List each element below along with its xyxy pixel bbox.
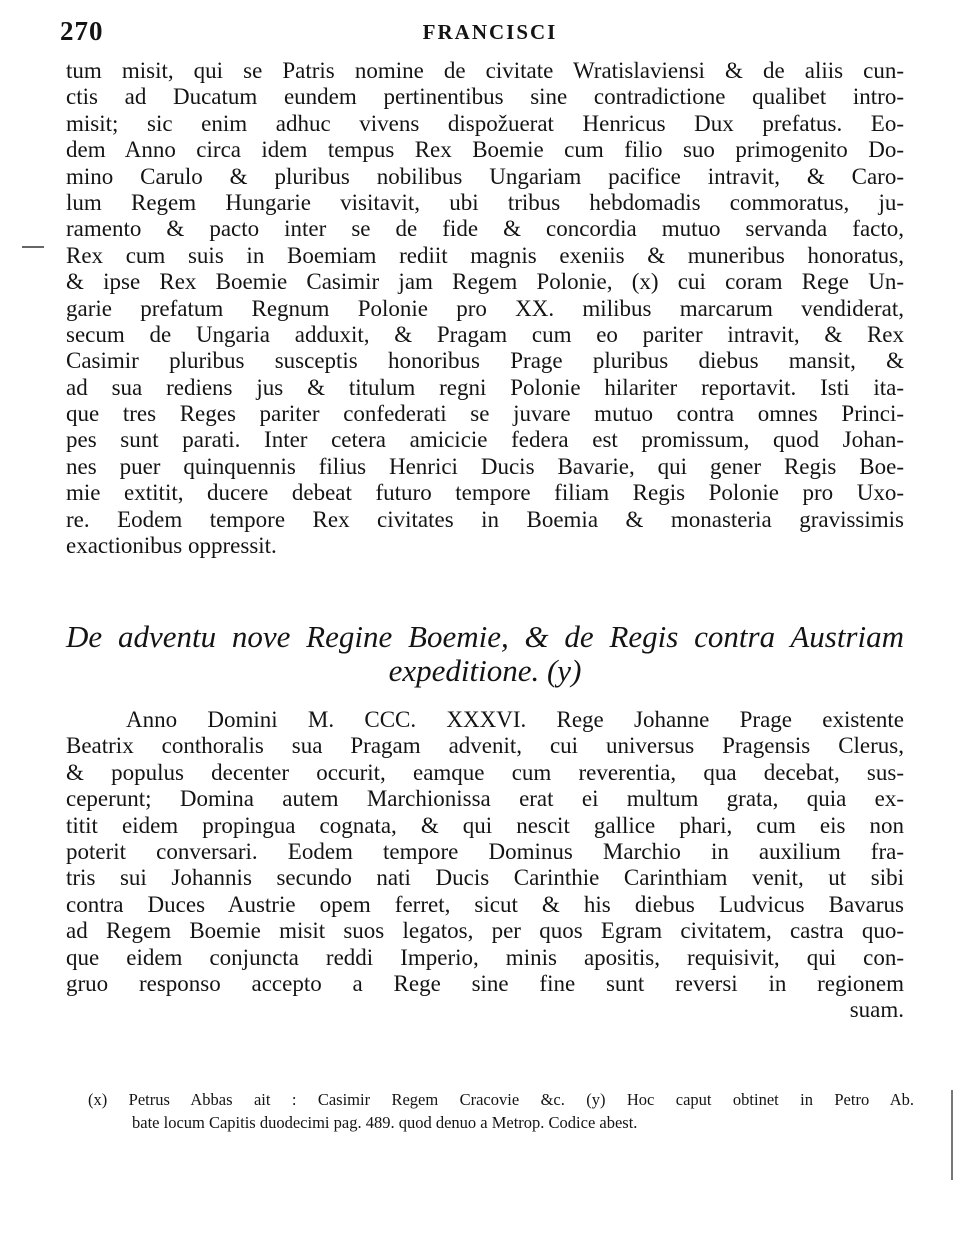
page-header	[60, 16, 920, 50]
footnotes	[88, 1088, 914, 1134]
text-line: ctis ad Ducatum eundem pertinentibus sine contradictione qualibet intro-	[66, 84, 904, 110]
text-line: nes puer quinquennis filius Henrici Ducis Bavarie, qui gener Regis Boe-	[66, 453, 904, 479]
running-head: FRANCISCI	[422, 20, 558, 44]
heading-line: expeditione. (y)	[388, 653, 582, 688]
page-number: 270	[60, 16, 104, 46]
text-line: Rex cum suis in Boemiam rediit magnis exeniis & muneribus honoratus,	[66, 242, 904, 268]
text-line: ceperunt; Domina autem Marchionissa erat ei multum grata, quia ex-	[66, 786, 904, 812]
footnote-line: (x) Petrus Abbas ait : Casimir Regem Cracovie &c. (y) Hoc caput obtinet in Petro Ab.	[88, 1090, 914, 1109]
text-line: lum Regem Hungarie visitavit, ubi tribus hebdomadis commoratus, ju-	[66, 189, 904, 215]
text-line: exactionibus oppressit.	[66, 533, 277, 559]
text-line: & ipse Rex Boemie Casimir jam Regem Polonie, (x) cui coram Rege Un-	[66, 269, 904, 295]
text-line: re. Eodem tempore Rex civitates in Boemia & monasteria gravissimis	[66, 506, 904, 532]
text-line: Beatrix conthoralis sua Pragam advenit, cui universus Pragensis Clerus,	[66, 733, 904, 759]
text-line: tum misit, qui se Patris nomine de civitate Wratislaviensi & de aliis cun-	[66, 58, 904, 83]
text-line: misit; sic enim adhuc vivens dispožuerat Henricus Dux prefatus. Eo-	[66, 110, 904, 136]
footnote-line: bate locum Capitis duodecimi pag. 489. quod denuo a Metrop. Codice abest.	[132, 1113, 638, 1132]
text-line: secum de Ungaria adduxit, & Pragam cum eo pariter intravit, & Rex	[66, 321, 904, 347]
text-line: Anno Domini M. CCC. XXXVI. Rege Johanne Prage existente	[126, 707, 904, 732]
section-heading	[66, 620, 904, 688]
text-line: que eidem conjuncta reddi Imperio, minis apositis, requisivit, qui con-	[66, 944, 904, 970]
paragraph-continued	[66, 58, 904, 559]
text-line: contra Duces Austrie opem ferret, sicut & his diebus Ludvicus Bavarus	[66, 891, 904, 917]
text-line: tris sui Johannis secundo nati Ducis Carinthie Carinthiam venit, ut sibi	[66, 865, 904, 891]
text-line: garie prefatum Regnum Polonie pro XX. milibus marcarum vendiderat,	[66, 295, 904, 321]
text-line: mie extitit, ducere debeat futuro tempore filiam Regis Polonie pro Uxo-	[66, 480, 904, 506]
text-line: Casimir pluribus susceptis honoribus Prage pluribus diebus mansit, &	[66, 348, 904, 374]
margin-dash-mark	[22, 246, 44, 248]
text-line: gruo responso accepto a Rege sine fine sunt reversi in regionem	[66, 970, 904, 996]
text-line: ad Regem Boemie misit suos legatos, per quos Egram civitatem, castra quo-	[66, 918, 904, 944]
text-line: dem Anno circa idem tempus Rex Boemie cum filio suo primogenito Do-	[66, 137, 904, 163]
text-line: pes sunt parati. Inter cetera amicicie federa est promissum, quod Johan-	[66, 427, 904, 453]
text-line: ramento & pacto inter se de fide & concordia mutuo servanda facto,	[66, 216, 904, 242]
text-line: mino Carulo & pluribus nobilibus Ungariam pacifice intravit, & Caro-	[66, 163, 904, 189]
text-line: que tres Reges pariter confederati se juvare mutuo contra omnes Princi-	[66, 401, 904, 427]
heading-line: De adventu nove Regine Boemie, & de Regis contra Austriam	[66, 619, 904, 654]
text-line: suam.	[849, 997, 904, 1023]
page-edge-mark	[951, 1090, 953, 1180]
paragraph-new-section	[66, 707, 904, 1024]
text-line: poterit conversari. Eodem tempore Dominus Marchio in auxilium fra-	[66, 838, 904, 864]
text-line: ad sua rediens jus & titulum regni Polonie hilariter reportavit. Isti ita-	[66, 374, 904, 400]
text-line: & populus decenter occurit, eamque cum reverentia, qua decebat, sus-	[66, 759, 904, 785]
text-line: titit eidem propingua cognata, & qui nescit gallice phari, cum eis non	[66, 812, 904, 838]
